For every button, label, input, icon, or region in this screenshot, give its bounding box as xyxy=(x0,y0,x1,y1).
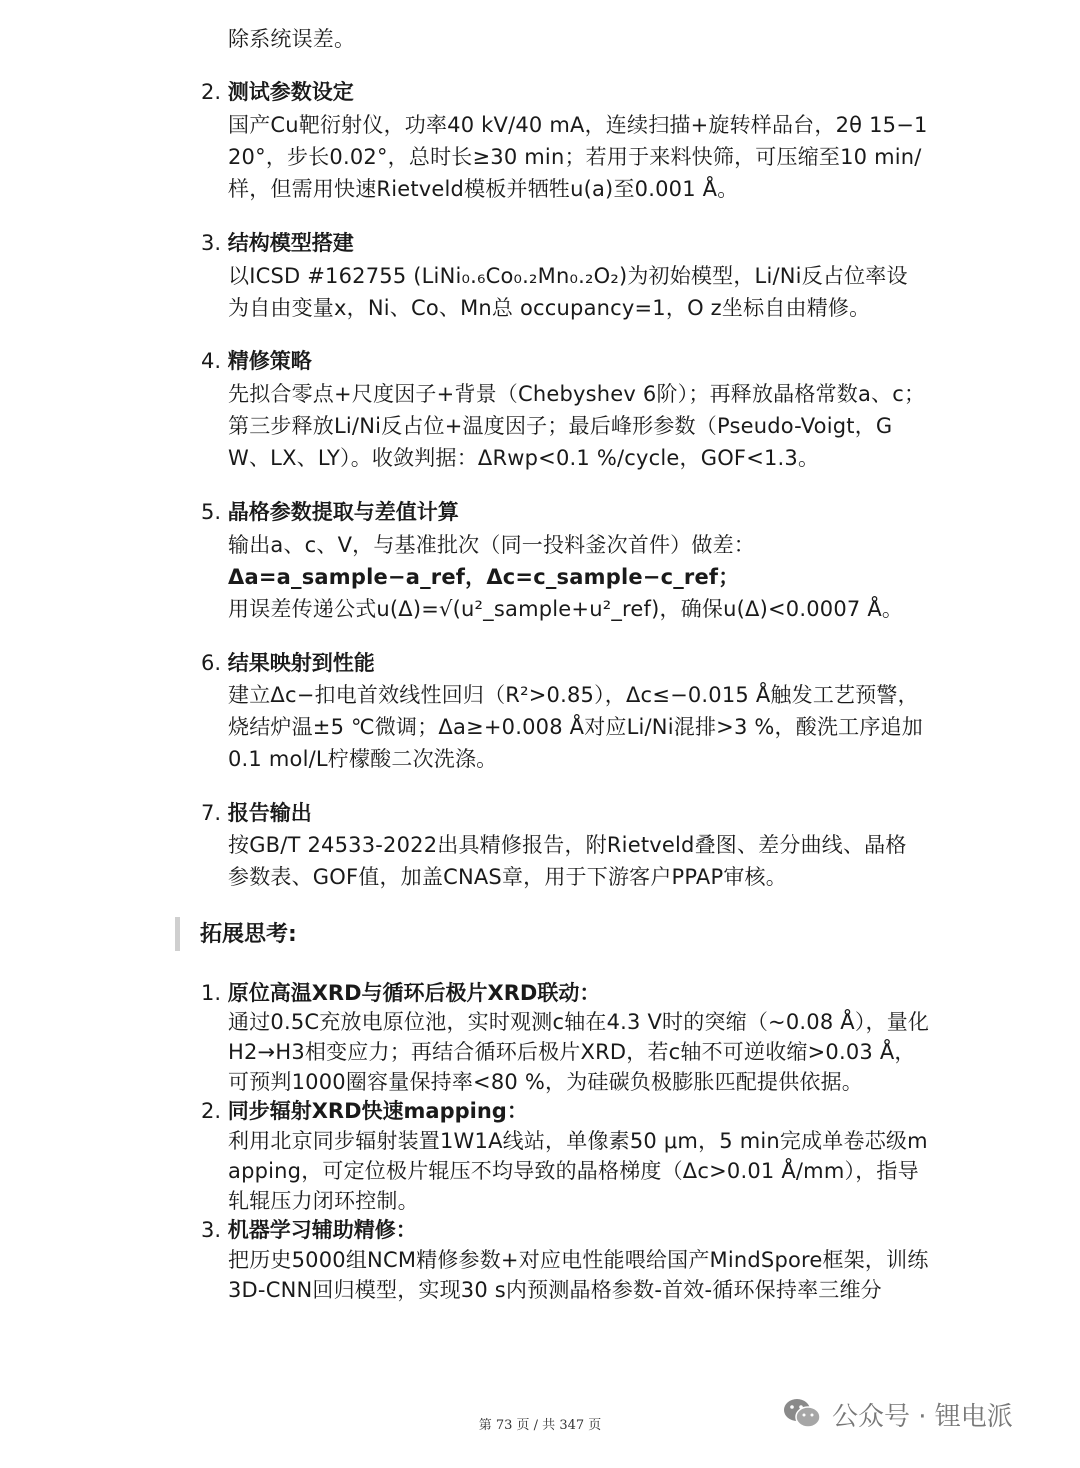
watermark xyxy=(782,1394,1013,1434)
section-heading xyxy=(201,798,312,828)
body-text-line: 以ICSD #162755 (LiNi₀.₆Co₀.₂Mn₀.₂O₂)为初始模型，Li/Ni反占位率设 xyxy=(228,264,908,288)
body-text-line: 第三步释放Li/Ni反占位+温度因子；最后峰形参数（Pseudo-Voigt，G xyxy=(228,414,893,438)
body-text-line: 3D-CNN回归模型，实现30 s内预测晶格参数-首效-循环保持率三维分 xyxy=(228,1278,882,1302)
body-text-line: 建立Δc−扣电首效线性回归（R²>0.85），Δc≤−0.015 Å触发工艺预警， xyxy=(228,683,919,707)
section-title: 报告输出 xyxy=(227,801,312,825)
section-heading xyxy=(201,497,459,527)
list-number: 1. xyxy=(201,981,222,1005)
body-text-line: 烧结炉温±5 ℃微调；Δa≥+0.008 Å对应Li/Ni混排>3 %，酸洗工序追加 xyxy=(228,715,923,739)
formula-line: Δa=a_sample−a_ref，Δc=c_sample−c_ref； xyxy=(228,565,740,589)
section-title: 测试参数设定 xyxy=(227,80,354,104)
body-text-line: H2→H3相变应力；再结合循环后极片XRD，若c轴不可逆收缩>0.03 Å， xyxy=(228,1040,916,1064)
wechat-icon xyxy=(782,1397,822,1431)
watermark-text: 公众号 · 锂电派 xyxy=(832,1401,1013,1432)
section-number: 2. xyxy=(201,80,222,104)
body-text-line: 参数表、GOF值，加盖CNAS章，用于下游客户PPAP审核。 xyxy=(228,865,787,889)
body-text-line: 轧辊压力闭环控制。 xyxy=(228,1189,419,1213)
section-number: 4. xyxy=(201,349,222,373)
list-item-title: 同步辐射XRD快速mapping： xyxy=(227,1099,528,1123)
section-heading xyxy=(201,346,312,376)
section-number: 7. xyxy=(201,801,222,825)
list-item-title: 原位高温XRD与循环后极片XRD联动： xyxy=(227,981,601,1005)
body-text-line: 利用北京同步辐射装置1W1A线站，单像素50 μm，5 min完成单卷芯级m xyxy=(228,1129,928,1153)
body-text-line: 可预判1000圈容量保持率<80 %，为硅碳负极膨胀匹配提供依据。 xyxy=(228,1070,863,1094)
body-text-line: 把历史5000组NCM精修参数+对应电性能喂给国产MindSpore框架，训练 xyxy=(228,1248,929,1272)
body-text-line: W、LX、LY）。收敛判据：ΔRwp<0.1 %/cycle，GOF<1.3。 xyxy=(228,446,820,470)
body-text-line: 国产Cu靶衍射仪，功率40 kV/40 mA，连续扫描+旋转样品台，2θ 15−1 xyxy=(228,113,928,137)
section-heading xyxy=(201,648,375,678)
list-item-heading xyxy=(201,978,600,1008)
body-text-line: 除系统误差。 xyxy=(228,27,356,51)
section-title: 结构模型搭建 xyxy=(227,231,354,255)
body-text-line: 用误差传递公式u(Δ)=√(u²_sample+u²_ref)，确保u(Δ)<0.0007 Å。 xyxy=(228,597,904,621)
section-number: 3. xyxy=(201,231,222,255)
body-text-line: 通过0.5C充放电原位池，实时观测c轴在4.3 V时的突缩（~0.08 Å），量化 xyxy=(228,1010,930,1034)
subsection-title: 拓展思考: xyxy=(200,922,297,947)
section-heading xyxy=(201,77,354,107)
list-item-heading xyxy=(201,1215,417,1245)
section-number: 5. xyxy=(201,500,222,524)
section-heading xyxy=(201,228,354,258)
body-text-line: 为自由变量x，Ni、Co、Mn总 occupancy=1，O z坐标自由精修。 xyxy=(228,296,871,320)
body-text-line: 按GB/T 24533-2022出具精修报告，附Rietveld叠图、差分曲线、晶格 xyxy=(228,833,907,857)
section-title: 结果映射到性能 xyxy=(227,651,375,675)
body-text-line: 先拟合零点+尺度因子+背景（Chebyshev 6阶）；再释放晶格常数a、c； xyxy=(228,382,926,406)
body-text-line: 0.1 mol/L柠檬酸二次洗涤。 xyxy=(228,747,498,771)
body-text-line: 样，但需用快速Rietveld模板并牺牲u(a)至0.001 Å。 xyxy=(228,177,739,201)
list-number: 3. xyxy=(201,1218,222,1242)
body-text-line: apping，可定位极片辊压不均导致的晶格梯度（Δc>0.01 Å/mm），指导 xyxy=(228,1159,919,1183)
body-text-line: 输出a、c、V，与基准批次（同一投料釜次首件）做差： xyxy=(228,533,755,557)
list-item-heading xyxy=(201,1096,528,1126)
section-number: 6. xyxy=(201,651,222,675)
list-item-title: 机器学习辅助精修： xyxy=(227,1218,417,1242)
body-text-line: 20°，步长0.02°，总时长≥30 min；若用于来料快筛，可压缩至10 min/ xyxy=(228,145,922,169)
section-title: 晶格参数提取与差值计算 xyxy=(227,500,459,524)
section-title: 精修策略 xyxy=(227,349,312,373)
quote-bar xyxy=(175,917,180,951)
list-number: 2. xyxy=(201,1099,222,1123)
page-footer: 第 73 页 / 共 347 页 xyxy=(478,1418,602,1433)
